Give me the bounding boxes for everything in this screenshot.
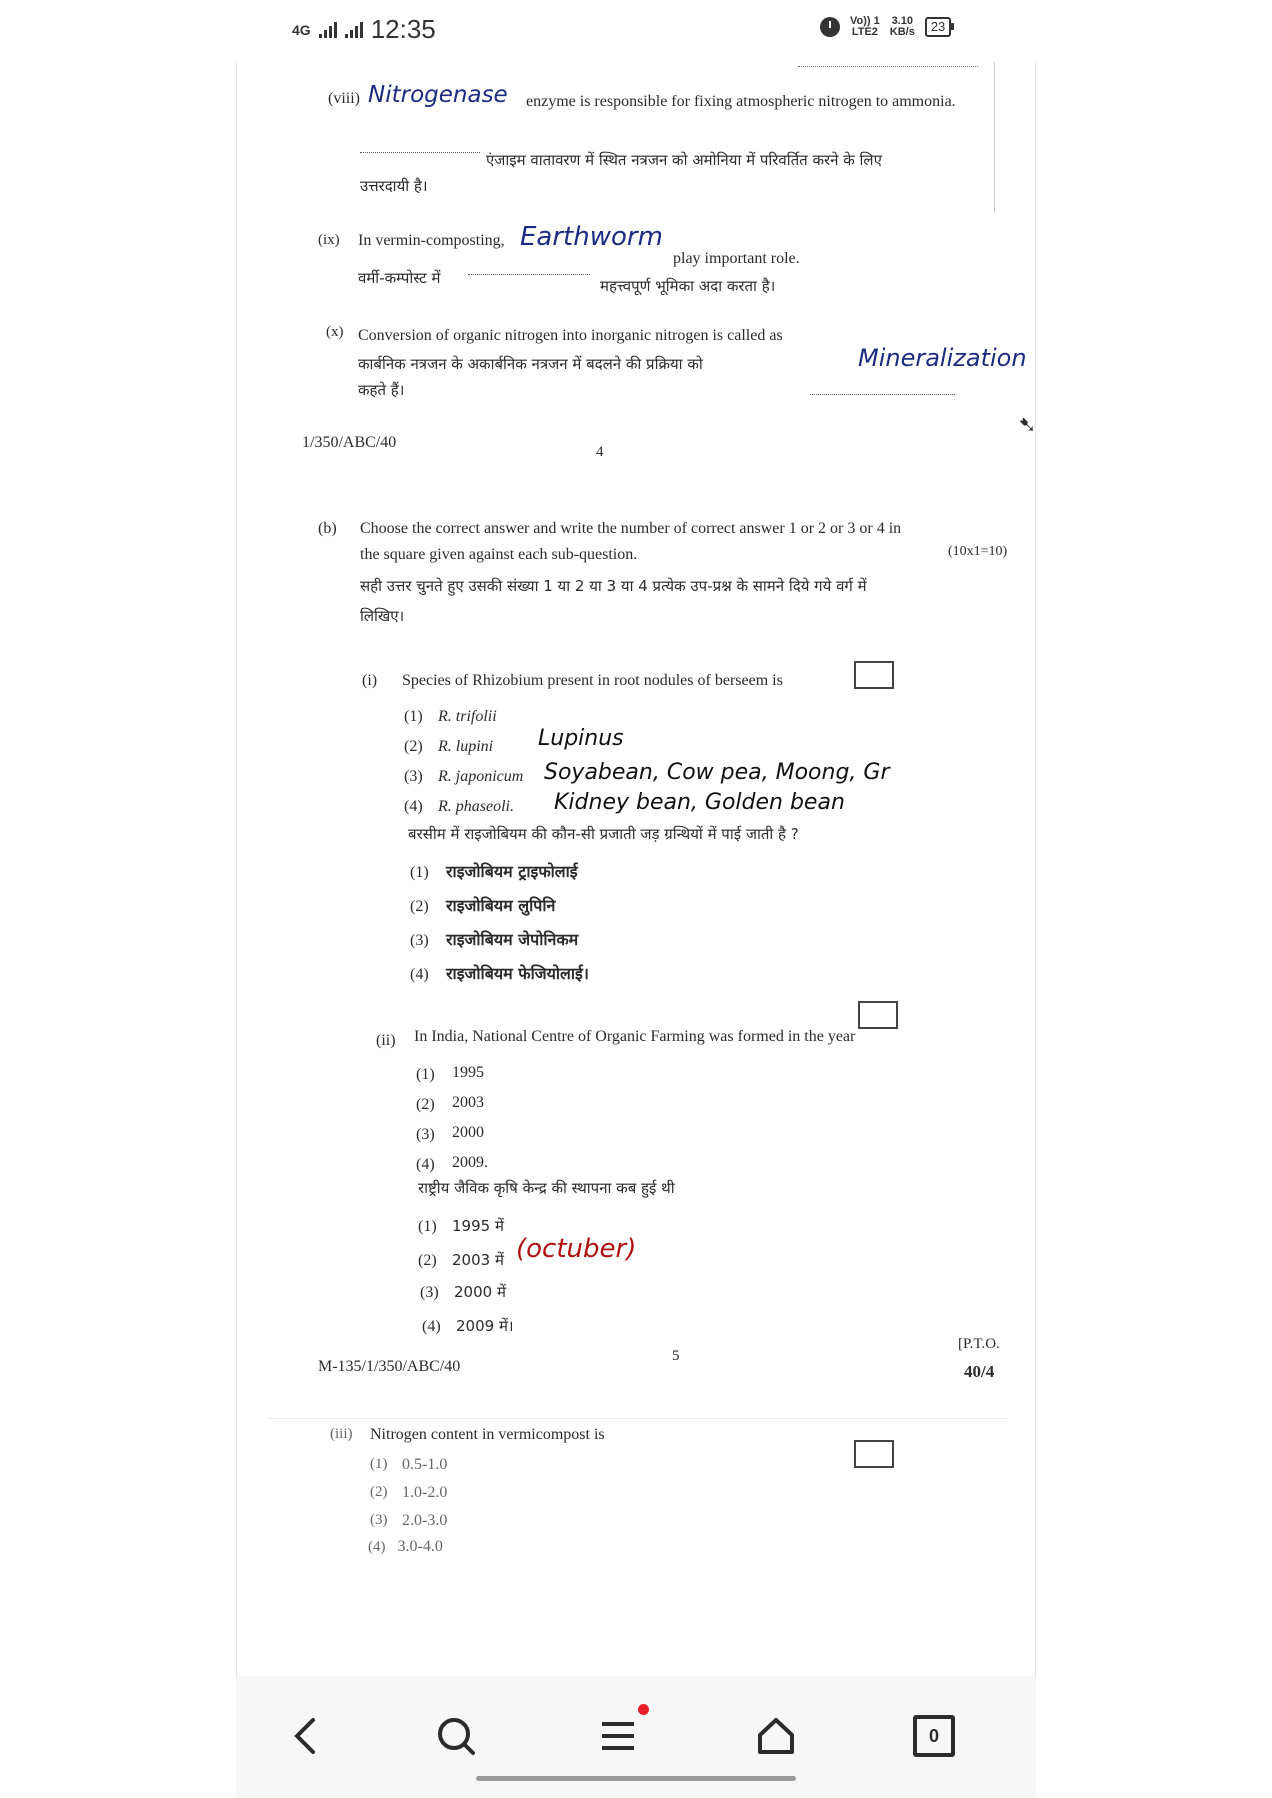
question-text-en: enzyme is responsible for fixing atmospheric nitrogen to ammonia. bbox=[526, 93, 956, 110]
question-text-hi: कार्बनिक नत्रजन के अकार्बनिक नत्रजन में बदलने की प्रक्रिया को bbox=[358, 355, 703, 373]
option-4-cropped: (4) 3.0-4.0 bbox=[368, 1538, 443, 1555]
volte-indicator: Vo)) 1 LTE2 bbox=[850, 15, 880, 38]
status-right bbox=[820, 16, 951, 38]
option-4-number: (4) bbox=[416, 1156, 435, 1173]
instruction-hi-2: लिखिए। bbox=[360, 607, 405, 625]
divider bbox=[268, 1418, 1008, 1419]
page-fold-line bbox=[994, 62, 995, 212]
option-1-text: 0.5-1.0 bbox=[402, 1456, 448, 1473]
answer-blank bbox=[360, 152, 480, 153]
alarm-icon bbox=[820, 17, 840, 37]
option-4-text-hi: राइजोबियम फेजियोलाई। bbox=[446, 964, 589, 983]
option-3-number: (3) bbox=[404, 768, 423, 785]
question-number: (ii) bbox=[376, 1032, 396, 1049]
question-number: (x) bbox=[326, 324, 344, 340]
menu-button[interactable] bbox=[588, 1706, 648, 1766]
option-2-text: R. lupini bbox=[438, 738, 494, 755]
battery-icon: 23 bbox=[925, 17, 951, 37]
option-3-text: R. japonicum bbox=[438, 768, 524, 785]
instruction-hi: सही उत्तर चुनते हुए उसकी संख्या 1 या 2 या 3 या 4 प्रत्येक उप-प्रश्न के सामने दिये गये वर्ग में bbox=[360, 577, 867, 595]
answer-blank bbox=[468, 274, 590, 275]
handwritten-note: Lupinus bbox=[538, 726, 624, 751]
option-3-text-hi: राइजोबियम जेपोनिकम bbox=[446, 930, 579, 949]
option-2-number: (2) bbox=[370, 1484, 388, 1500]
question-text-hi: वर्मी-कम्पोस्ट में bbox=[358, 269, 441, 287]
cursor-icon: ➷ bbox=[1018, 412, 1037, 437]
option-1-number-hi: (1) bbox=[418, 1218, 437, 1235]
page-number: 4 bbox=[596, 444, 604, 460]
dotted-line bbox=[798, 66, 978, 67]
question-text-en: In vermin-composting, bbox=[358, 232, 505, 249]
back-button[interactable] bbox=[276, 1706, 336, 1766]
page-footer-code: M-135/1/350/ABC/40 bbox=[318, 1358, 461, 1375]
search-icon bbox=[435, 1715, 477, 1757]
handwritten-note: Soyabean, Cow pea, Moong, Gr bbox=[544, 760, 890, 785]
option-3-number: (3) bbox=[416, 1126, 435, 1143]
menu-icon bbox=[598, 1718, 638, 1754]
question-text-hi-2: महत्त्वपूर्ण भूमिका अदा करता है। bbox=[600, 277, 776, 295]
option-1-text-hi: राइजोबियम ट्राइफोलाई bbox=[446, 862, 578, 881]
option-1-text-hi: 1995 में bbox=[452, 1217, 504, 1235]
network-type: 4G bbox=[292, 21, 311, 38]
option-2-number-hi: (2) bbox=[418, 1252, 437, 1269]
option-1-number: (1) bbox=[404, 708, 423, 725]
option-4-number-hi: (4) bbox=[410, 966, 429, 983]
option-2-number: (2) bbox=[416, 1096, 435, 1113]
option-1-text: R. trifolii bbox=[438, 708, 497, 725]
question-number: (viii) bbox=[328, 90, 360, 107]
option-2-text: 2003 bbox=[452, 1094, 484, 1111]
handwritten-answer: Nitrogenase bbox=[368, 82, 508, 108]
answer-box[interactable] bbox=[854, 1440, 894, 1468]
option-1-number-hi: (1) bbox=[410, 864, 429, 881]
question-text-en: In India, National Centre of Organic Farming was formed in the year bbox=[414, 1028, 856, 1045]
marks: (10x1=10) bbox=[948, 544, 1008, 559]
question-number: (ix) bbox=[318, 232, 340, 248]
option-2-text-hi: राइजोबियम लुपिनि bbox=[446, 896, 556, 915]
handwritten-answer: Earthworm bbox=[520, 222, 663, 252]
instruction-en-2: the square given against each sub-question. bbox=[360, 546, 638, 563]
handwritten-note: (octuber) bbox=[516, 1234, 637, 1264]
question-text-en: Nitrogen content in vermicompost is bbox=[370, 1426, 605, 1443]
document-page[interactable] bbox=[238, 62, 1037, 1676]
handwritten-note: Kidney bean, Golden bean bbox=[554, 790, 845, 815]
pto-label: [P.T.O. bbox=[958, 1336, 1000, 1352]
option-2-text: 1.0-2.0 bbox=[402, 1484, 448, 1501]
answer-blank bbox=[810, 394, 955, 395]
instruction-en: Choose the correct answer and write the number of correct answer 1 or 2 or 3 or 4 in bbox=[360, 520, 902, 537]
question-text-en: Species of Rhizobium present in root nodules of berseem is bbox=[402, 672, 783, 689]
option-4-number-hi: (4) bbox=[422, 1318, 441, 1335]
option-2-number: (2) bbox=[404, 738, 423, 755]
answer-box[interactable] bbox=[854, 661, 894, 689]
option-2-number-hi: (2) bbox=[410, 898, 429, 915]
option-3-number: (3) bbox=[370, 1512, 388, 1528]
tabs-count: 0 bbox=[913, 1715, 955, 1757]
clock: 12:35 bbox=[370, 14, 436, 44]
question-number: (i) bbox=[362, 672, 378, 689]
home-icon bbox=[755, 1715, 797, 1757]
page-edge-left bbox=[236, 62, 237, 1676]
tabs-button[interactable] bbox=[904, 1706, 964, 1766]
part-label: (b) bbox=[318, 520, 337, 537]
option-4-number: (4) bbox=[404, 798, 423, 815]
handwritten-answer: Mineralization bbox=[858, 344, 1027, 372]
option-3-text: 2.0-3.0 bbox=[402, 1512, 448, 1529]
signal-icon-2 bbox=[345, 22, 363, 38]
question-text-en: Conversion of organic nitrogen into inorganic nitrogen is called as bbox=[358, 327, 783, 344]
page-footer-code: 1/350/ABC/40 bbox=[302, 434, 397, 451]
back-icon bbox=[289, 1716, 323, 1756]
gesture-home-bar[interactable] bbox=[476, 1776, 796, 1781]
question-number: (iii) bbox=[330, 1426, 353, 1442]
page-edge-right bbox=[1035, 62, 1036, 1676]
option-1-number: (1) bbox=[370, 1456, 388, 1472]
option-3-text-hi: 2000 में bbox=[454, 1283, 506, 1301]
option-4-text: 2009. bbox=[452, 1154, 488, 1171]
question-text-hi: बरसीम में राइजोबियम की कौन-सी प्रजाती जड़ ग्रन्थियों में पाई जाती है ? bbox=[408, 825, 799, 843]
question-text-hi: एंजाइम वातावरण में स्थित नत्रजन को अमोनिया में परिवर्तित करने के लिए bbox=[486, 151, 882, 169]
page-number: 5 bbox=[672, 1348, 680, 1364]
network-speed: 3.10 KB/s bbox=[889, 15, 915, 38]
status-left bbox=[292, 14, 436, 45]
question-text-hi-2: उत्तरदायी है। bbox=[360, 177, 428, 195]
question-text-hi: राष्ट्रीय जैविक कृषि केन्द्र की स्थापना कब हुई थी bbox=[418, 1179, 675, 1197]
question-text-en-2: play important role. bbox=[673, 250, 800, 267]
option-3-number-hi: (3) bbox=[410, 932, 429, 949]
notification-dot bbox=[638, 1704, 649, 1715]
option-4-text-hi: 2009 में। bbox=[456, 1317, 514, 1335]
option-1-number: (1) bbox=[416, 1066, 435, 1083]
status-bar bbox=[0, 0, 1272, 62]
answer-box[interactable] bbox=[858, 1001, 898, 1029]
search-button[interactable] bbox=[426, 1706, 486, 1766]
home-button[interactable] bbox=[746, 1706, 806, 1766]
signal-icon bbox=[319, 22, 337, 38]
option-3-text: 2000 bbox=[452, 1124, 484, 1141]
option-1-text: 1995 bbox=[452, 1064, 484, 1081]
option-4-text: R. phaseoli. bbox=[438, 798, 514, 815]
option-2-text-hi: 2003 में bbox=[452, 1251, 504, 1269]
option-3-number-hi: (3) bbox=[420, 1284, 439, 1301]
question-text-hi-2: कहते हैं। bbox=[358, 381, 405, 399]
page-footer-right: 40/4 bbox=[964, 1362, 995, 1381]
